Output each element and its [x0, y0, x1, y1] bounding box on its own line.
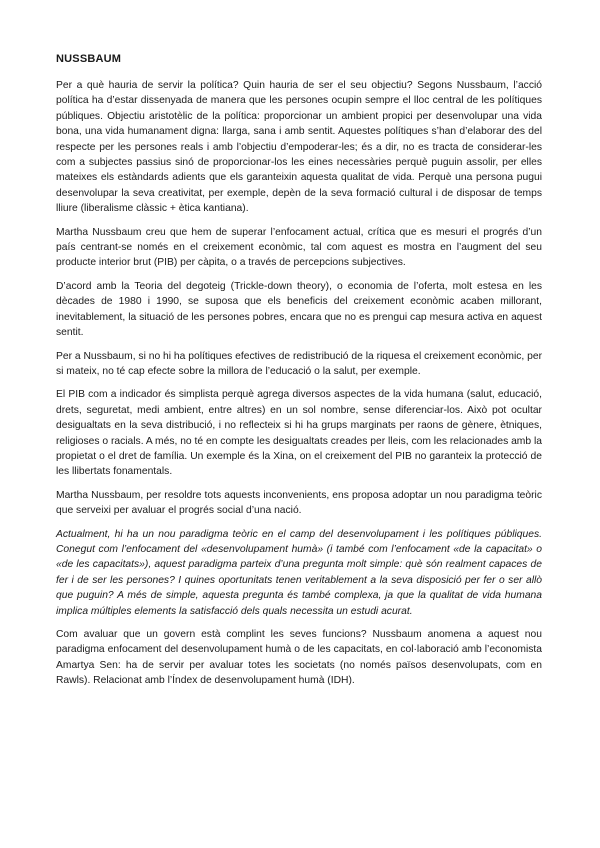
paragraph-gdp-indicator: El PIB com a indicador és simplista perquè agrega diversos aspectes de la vida humana (salut, educació, drets, seguretat, medi ambient, entre altres) en un sol nombre, sense diferenciar-los. Això pot ocultar desigualtats en la seva distribució, i no reflecteix si hi ha grups marginats per raons de gènere, ètniques, religioses o racials. A més, no té en compte les desigualtats creades per lleis, com les relacionades amb la propietat o el dret de família. Un exemple és la Xina, on el creixement del PIB no garanteix la protecció de les llibertats fonamentals. [56, 389, 542, 478]
paragraph-capabilities: Com avaluar que un govern està complint les seves funcions? Nussbaum anomena a aquest nou paradigma enfocament del desenvolupament humà o de les capacitats, en col·laboració amb l’economista Amartya Sen: ha de servir per avaluar totes les societats (no només països desenvolupats, com en Rawls). Relacionat amb l’Índex de desenvolupament humà (IDH). [56, 629, 542, 687]
paragraph-politics-purpose: Per a què hauria de servir la política? Quin hauria de ser el seu objectiu? Segons Nussbaum, l’acció política ha d’estar dissenyada de manera que les persones ocupin sempre el lloc central de les polítiques públiques. Objectiu aristotèlic de la política: proporcionar un ambient propici per desenvolupar una vida bona, una vida humanament digna: llarga, sana i amb sentit. Aquestes polítiques s’han d’elaborar des del respecte per les persones reals i amb l’objectiu d’empoderar-les; és a dir, no es tracta de considerar-les com a subjectes passius sinó de proporcionar-los les eines necessàries perquè puguin assolir, per elles mateixes els estàndards adients que els garanteixin aquesta qualitat de vida. Perquè una persona pugui desenvolupar la seva creativitat, per exemple, depèn de la seva formació cultural i de disposar de temps lliure (liberalisme clàssic + ètica kantiana). [56, 80, 542, 215]
paragraph-critique-gdp: Martha Nussbaum creu que hem de superar l’enfocament actual, crítica que es mesuri el progrés d’un país centrant-se només en el creixement econòmic, tal com aquest es mostra en l’augment del seu producte interior brut (PIB) per càpita, o a través de percepcions subjectives. [56, 226, 542, 269]
paragraph-quote: Actualment, hi ha un nou paradigma teòric en el camp del desenvolupament i les polítiques públiques. Conegut com l’enfocament del «desenvolupament humà» (i també com l’enfocament «de la capacitat» o «de les capacitats»), aquest paradigma parteix d’una pregunta molt simple: què són realment capaces de fer i de ser les persones? I quines oportunitats tenen veritablement a la seva disposició per fer o ser allò que puguin? A més de simple, aquesta pregunta és també complexa, ja que la qualitat de vida humana implica múltiples elements la satisfacció dels quals necessita un estudi acurat. [56, 528, 542, 617]
document-page [56, 52, 542, 697]
paragraph-trickle-down: D’acord amb la Teoria del degoteig (Trickle-down theory), o economia de l’oferta, molt estesa en les dècades de 1980 i 1990, se suposa que els beneficis del creixement econòmic acaben millorant, inevitablement, la situació de les persones pobres, encara que no es prengui cap mesura activa en aquest sentit. [56, 280, 542, 339]
document-title: NUSSBAUM [56, 53, 122, 65]
paragraph-new-paradigm: Martha Nussbaum, per resoldre tots aquests inconvenients, ens proposa adoptar un nou paradigma teòric que serveixi per avaluar el progrés social d’una nació. [56, 489, 542, 517]
paragraph-redistribution: Per a Nussbaum, si no hi ha polítiques efectives de redistribució de la riquesa el creixement econòmic, per si mateix, no té cap efecte sobre la millora de l’educació o la salut, per exemple. [56, 350, 542, 377]
